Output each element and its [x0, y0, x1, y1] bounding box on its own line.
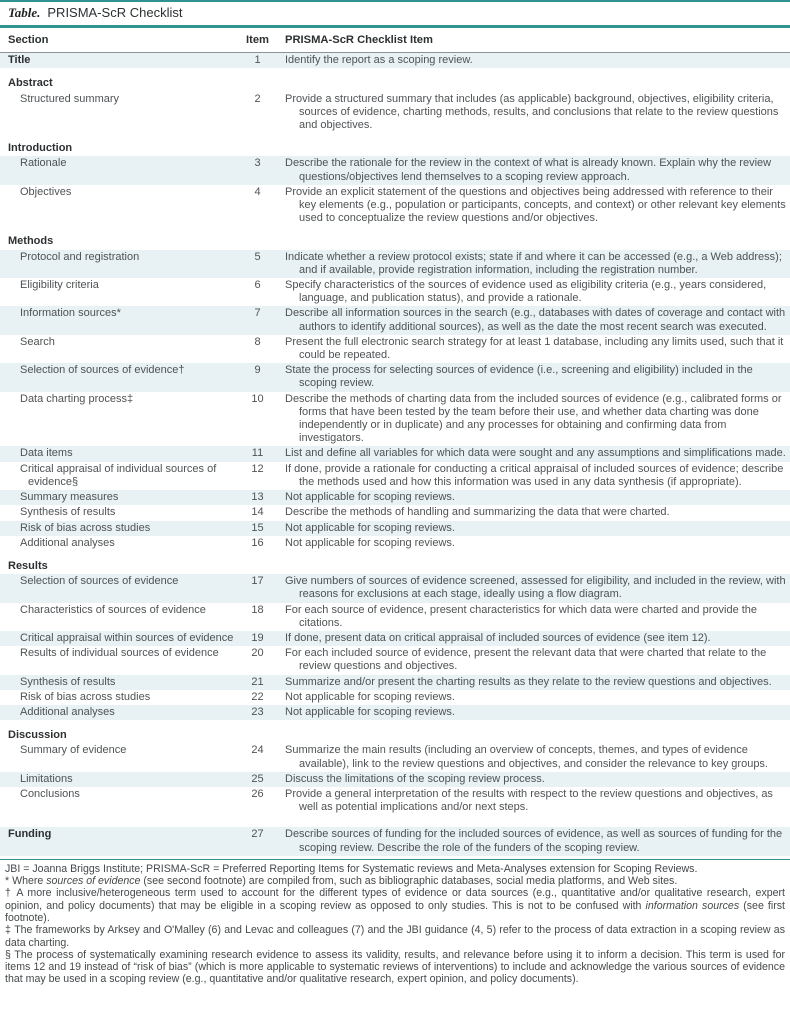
footnote-italic-term: information sources [645, 899, 740, 912]
row-item-number: 8 [254, 335, 261, 348]
row-item-number: 11 [235, 446, 280, 461]
row-item-number: 21 [235, 675, 280, 690]
row-section-label [0, 250, 235, 278]
column-header-section: Section [0, 28, 235, 53]
section-label-text: Selection of sources of evidence† [20, 364, 185, 377]
row-checklist-item [280, 603, 790, 631]
row-section-label [0, 335, 235, 363]
footnote-text: * Where [5, 875, 47, 888]
row-checklist-item [280, 363, 790, 391]
checklist-item-text: Provide a general interpretation of the results with respect to the review questions and objectives, as well as potential implications and/or next steps. [285, 787, 773, 814]
section-label-text: Risk of bias across studies [20, 521, 151, 534]
row-item-number: 10 [251, 392, 264, 405]
row-section-label [0, 53, 235, 69]
table-row [0, 675, 790, 690]
row-checklist-item [280, 646, 790, 674]
checklist-item-text: Not applicable for scoping reviews. [285, 705, 455, 718]
footnote-text: § The process of systematically examining research evidence to assess its validity, results, and relevance before using it to inform a decision. This term is used for items 12 and 19 instead of “risk of bias” (which is more applicable to systematic reviews of interventions) to include and acknowledge the various sources of evidence that may be used in a scoping review (e.g., quantitative and/or qualitative research, expert opinion, and policy documents). [5, 948, 785, 986]
row-section-label [0, 505, 235, 520]
row-item-number: 27 [235, 827, 280, 855]
table-row [0, 521, 790, 536]
footnote [5, 924, 785, 949]
footnote-italic-term: sources of evidence [46, 875, 141, 888]
section-label-text: Selection of sources of evidence [20, 575, 179, 588]
checklist-item-text: Not applicable for scoping reviews. [285, 491, 455, 504]
checklist-item-text: Describe the methods of charting data from the included sources of evidence (e.g., calibrated forms or forms that have been tested by the team before their use, and whether data charting was done independently or in duplicate) and any processes for obtaining and confirming data from investigators. [285, 392, 782, 445]
table-row [0, 490, 790, 505]
row-section-label [0, 772, 235, 787]
row-checklist-item [280, 185, 790, 227]
footnote [5, 863, 785, 875]
row-section-label [0, 185, 235, 227]
row-section-label [0, 743, 235, 771]
section-label-text: Characteristics of sources of evidence [20, 603, 206, 616]
row-checklist-item [280, 156, 790, 184]
table-row [0, 53, 790, 69]
section-header-row [0, 226, 790, 249]
section-label-text: Risk of bias across studies [20, 690, 151, 703]
checklist-item-text: Provide an explicit statement of the questions and objectives being addressed with reference to their key elements (e.g., population or participants, concepts, and context) or other relevant key elements used to conceptualize the review questions and/or objectives. [285, 185, 786, 225]
row-item-number: 1 [235, 53, 280, 69]
section-label-text: Eligibility criteria [20, 279, 99, 292]
footnote-text: JBI = Joanna Briggs Institute; PRISMA-ScR = Preferred Reporting Items for Systematic reviews and Meta-Analyses extension for Scoping Reviews. [5, 862, 698, 875]
section-label-text: Conclusions [20, 787, 80, 800]
row-checklist-item [280, 574, 790, 602]
row-checklist-item [280, 462, 790, 490]
row-section-label [0, 603, 235, 631]
table-row [0, 772, 790, 787]
checklist-item-text: Discuss the limitations of the scoping review process. [285, 772, 545, 785]
footnotes [0, 860, 790, 986]
section-label-text: Protocol and registration [20, 250, 140, 263]
row-checklist-item [280, 92, 790, 134]
section-header-row [0, 133, 790, 156]
footnote-text: † A more inclusive/heterogeneous term used to account for the different types of evidence or data sources (e.g., quantitative and/or qualitative research, expert opinion, and policy documents) that may be eligible in a scoping review as opposed to only studies. This is not to be confused with [5, 887, 785, 912]
table-row [0, 446, 790, 461]
table-row [0, 92, 790, 134]
section-header-row [0, 68, 790, 91]
row-checklist-item [280, 278, 790, 306]
prisma-scr-checklist-table [0, 28, 790, 856]
row-item-number: 18 [251, 603, 264, 616]
table-row [0, 306, 790, 334]
table-row [0, 603, 790, 631]
table-row [0, 631, 790, 646]
checklist-item-text: Summarize the main results (including an overview of concepts, themes, and types of evidence available), link to the review questions and objectives, and consider the relevance to key groups. [285, 744, 768, 770]
checklist-item-text: If done, provide a rationale for conducting a critical appraisal of included sources of evidence; describe the methods used and how this information was used in any data synthesis (if appropriate). [285, 462, 784, 488]
caption-label: Table. [8, 5, 41, 20]
checklist-item-text: Describe sources of funding for the included sources of evidence, as well as sources of funding for the scoping review. Describe the role of the funders of the scoping review. [285, 828, 783, 854]
row-section-label [0, 521, 235, 536]
row-checklist-item [280, 787, 790, 815]
row-item-number: 15 [235, 521, 280, 536]
section-header-results: Results [8, 559, 48, 572]
footnote-text: (see second footnote) are compiled from, such as bibliographic databases, social media platforms, and Web sites. [140, 875, 678, 888]
row-section-label [0, 787, 235, 815]
row-checklist-item [280, 675, 790, 690]
checklist-item-text: Provide a structured summary that includes (as applicable) background, objectives, eligibility criteria, sources of evidence, charting methods, results, and conclusions that relate to the review questions and objectives. [285, 92, 779, 132]
checklist-item-text: List and define all variables for which data were sought and any assumptions and simplifications made. [285, 447, 786, 460]
row-section-label [0, 490, 235, 505]
row-checklist-item [280, 521, 790, 536]
table-row [0, 787, 790, 815]
section-gap [0, 815, 790, 827]
checklist-item-text: Give numbers of sources of evidence screened, assessed for eligibility, and included in the review, with reasons for exclusions at each stage, ideally using a flow diagram. [285, 575, 786, 601]
row-checklist-item [280, 505, 790, 520]
row-section-label [0, 827, 235, 855]
table-row [0, 690, 790, 705]
section-label-text: Objectives [20, 185, 72, 198]
table-row [0, 250, 790, 278]
row-checklist-item [280, 446, 790, 461]
section-header-discussion: Discussion [8, 729, 67, 742]
table-row [0, 505, 790, 520]
row-item-number: 13 [235, 490, 280, 505]
row-section-label [0, 92, 235, 134]
checklist-item-text: Summarize and/or present the charting results as they relate to the review questions and objectives. [285, 675, 772, 688]
section-label-text: Funding [8, 828, 52, 841]
column-header-item: Item [235, 28, 280, 53]
footnote [5, 949, 785, 986]
row-section-label [0, 156, 235, 184]
caption-title: PRISMA-ScR Checklist [47, 5, 183, 20]
row-checklist-item [280, 690, 790, 705]
row-checklist-item [280, 631, 790, 646]
footnote [5, 887, 785, 924]
checklist-item-text: Identify the report as a scoping review. [285, 54, 473, 67]
table-row [0, 278, 790, 306]
checklist-item-text: Describe the methods of handling and summarizing the data that were charted. [285, 506, 670, 519]
table-row [0, 185, 790, 227]
row-item-number: 6 [254, 279, 261, 292]
row-section-label [0, 631, 235, 646]
section-label-text: Summary of evidence [20, 744, 127, 757]
footnote-text: ‡ The frameworks by Arksey and O'Malley (6) and Levac and colleagues (7) and the JBI guidance (4, 5) refer to the process of data extraction in a scoping review as data charting. [5, 924, 785, 949]
section-label-text: Title [8, 54, 31, 67]
section-label-text: Additional analyses [20, 536, 115, 549]
row-section-label [0, 363, 235, 391]
section-header-abstract: Abstract [8, 77, 53, 90]
row-section-label [0, 690, 235, 705]
row-item-number: 2 [254, 92, 261, 105]
row-item-number: 12 [251, 462, 264, 475]
section-label-text: Synthesis of results [20, 506, 116, 519]
table-row [0, 462, 790, 490]
row-item-number: 23 [235, 705, 280, 720]
section-header-row [0, 720, 790, 743]
row-checklist-item [280, 536, 790, 551]
row-item-number: 3 [235, 156, 280, 184]
row-checklist-item [280, 306, 790, 334]
section-label-text: Information sources* [20, 307, 121, 320]
row-section-label [0, 536, 235, 551]
section-label-text: Data charting process‡ [20, 392, 134, 405]
checklist-item-text: Describe all information sources in the search (e.g., databases with dates of coverage and contact with authors to identify additional sources), as well as the date the most recent search was executed. [285, 307, 786, 333]
section-header-row [0, 551, 790, 574]
row-checklist-item [280, 392, 790, 447]
row-checklist-item [280, 250, 790, 278]
section-label-text: Limitations [20, 772, 73, 785]
row-checklist-item [280, 743, 790, 771]
checklist-item-text: Specify characteristics of the sources of evidence used as eligibility criteria (e.g., years considered, language, and publication status), and provide a rationale. [285, 279, 767, 305]
table-row [0, 335, 790, 363]
row-section-label [0, 446, 235, 461]
table-row [0, 743, 790, 771]
row-section-label [0, 278, 235, 306]
row-item-number: 16 [251, 536, 264, 549]
table-row [0, 363, 790, 391]
column-header-checklist: PRISMA-ScR Checklist Item [280, 28, 790, 53]
section-label-text: Critical appraisal within sources of evidence [20, 631, 234, 644]
section-label-text: Summary measures [20, 491, 119, 504]
row-section-label [0, 705, 235, 720]
section-label-text: Structured summary [20, 92, 120, 105]
row-section-label [0, 675, 235, 690]
section-header-methods: Methods [8, 235, 54, 248]
section-label-text: Search [20, 335, 55, 348]
section-label-text: Synthesis of results [20, 675, 116, 688]
checklist-item-text: Describe the rationale for the review in the context of what is already known. Explain why the review questions/objectives lend themselves to a scoping review approach. [285, 157, 772, 183]
column-header-row [0, 28, 790, 53]
row-item-number: 17 [235, 574, 280, 602]
row-checklist-item [280, 772, 790, 787]
table-row [0, 705, 790, 720]
table-row [0, 536, 790, 551]
footnote [5, 875, 785, 887]
checklist-item-text: Not applicable for scoping reviews. [285, 536, 455, 549]
row-checklist-item [280, 335, 790, 363]
checklist-item-text: For each included source of evidence, present the relevant data that were charted that relate to the review questions and objectives. [285, 647, 767, 673]
row-item-number: 22 [251, 690, 264, 703]
checklist-item-text: Present the full electronic search strategy for at least 1 database, including any limits used, such that it could be repeated. [285, 335, 784, 362]
row-checklist-item [280, 705, 790, 720]
row-section-label [0, 462, 235, 490]
footnote-text: (see first footnote). [5, 899, 785, 924]
checklist-item-text: Not applicable for scoping reviews. [285, 521, 455, 534]
row-item-number: 9 [235, 363, 280, 391]
table-row [0, 392, 790, 447]
section-label-text: Results of individual sources of evidence [20, 647, 219, 660]
row-section-label [0, 574, 235, 602]
checklist-item-text: Indicate whether a review protocol exists; state if and where it can be accessed (e.g., a Web address); and if available, provide registration information, including the registration number. [285, 250, 782, 276]
row-section-label [0, 306, 235, 334]
row-section-label [0, 392, 235, 447]
row-item-number: 20 [251, 647, 264, 660]
checklist-item-text: If done, present data on critical appraisal of included sources of evidence (see item 12). [285, 631, 711, 644]
checklist-table-body [0, 28, 790, 856]
section-label-text: Data items [20, 447, 73, 460]
section-label-text: Additional analyses [20, 705, 115, 718]
row-item-number: 7 [235, 306, 280, 334]
checklist-item-text: For each source of evidence, present characteristics for which data were charted and provide the citations. [285, 603, 758, 629]
row-item-number: 14 [251, 506, 264, 519]
section-header-introduction: Introduction [8, 142, 73, 155]
row-checklist-item [280, 53, 790, 69]
row-checklist-item [280, 827, 790, 855]
section-gap-cell [0, 815, 790, 827]
table-row [0, 827, 790, 855]
section-label-text: Critical appraisal of individual sources of evidence§ [20, 462, 217, 488]
table-caption [0, 2, 790, 28]
row-item-number: 26 [251, 787, 264, 800]
row-item-number: 5 [235, 250, 280, 278]
row-item-number: 4 [254, 185, 261, 198]
row-item-number: 24 [251, 744, 264, 757]
table-row [0, 156, 790, 184]
row-item-number: 19 [235, 631, 280, 646]
checklist-item-text: State the process for selecting sources of evidence (i.e., screening and eligibility) included in the scoping review. [285, 364, 753, 390]
row-checklist-item [280, 490, 790, 505]
table-row [0, 574, 790, 602]
row-section-label [0, 646, 235, 674]
checklist-item-text: Not applicable for scoping reviews. [285, 690, 455, 703]
table-row [0, 646, 790, 674]
row-item-number: 25 [235, 772, 280, 787]
section-label-text: Rationale [20, 157, 67, 170]
